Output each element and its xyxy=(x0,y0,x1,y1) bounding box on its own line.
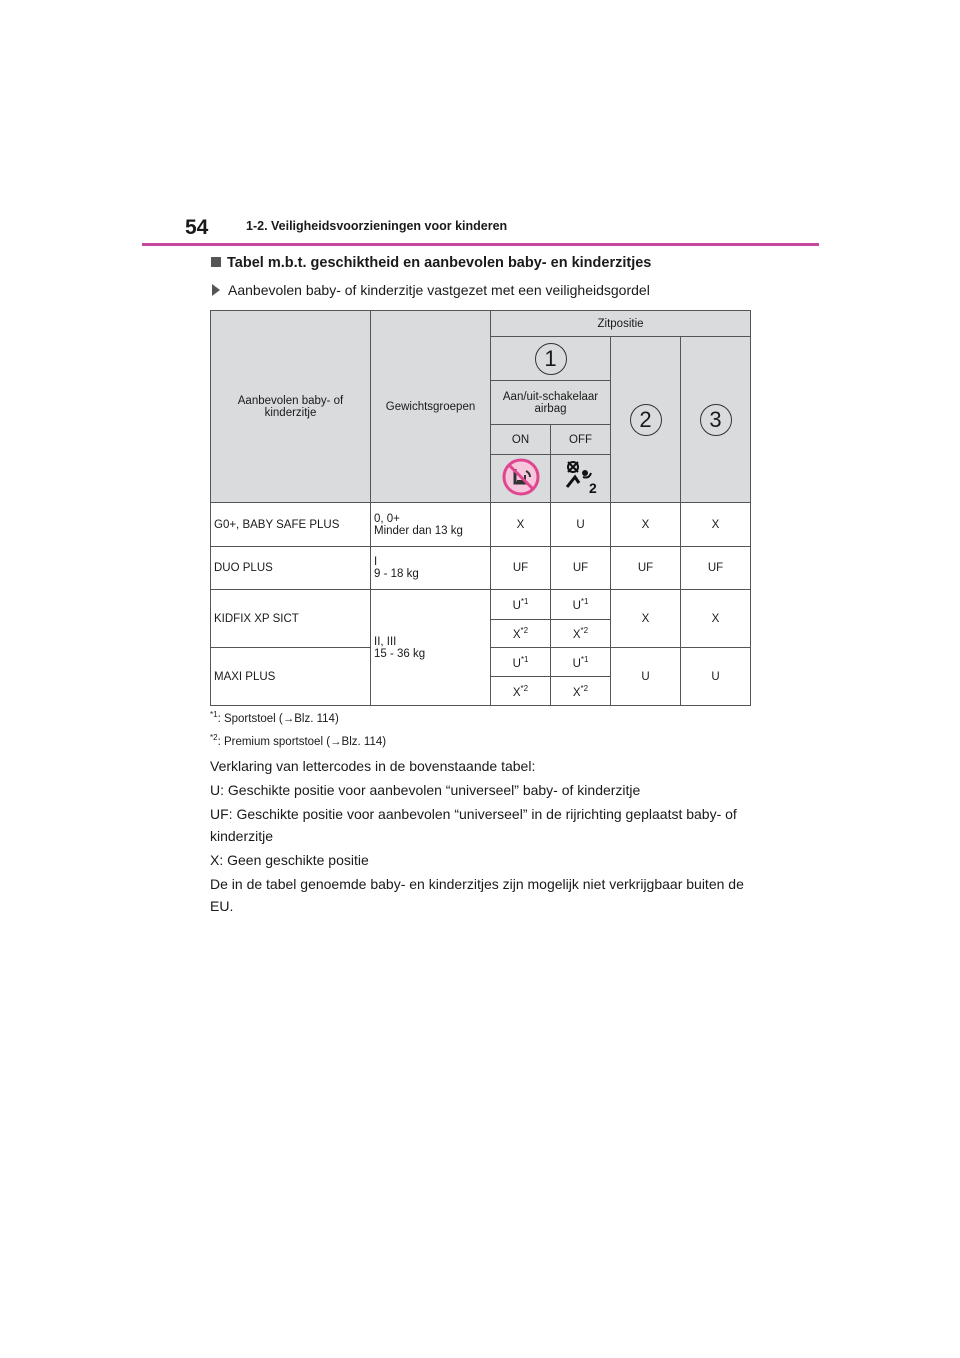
legend-x: X: Geen geschikte positie xyxy=(210,852,369,868)
footnote-mark: *1 xyxy=(520,597,529,607)
section-title: 1-2. Veiligheidsvoorzieningen voor kinderen xyxy=(246,219,508,233)
position-3-icon: 3 xyxy=(700,404,732,436)
cell-on xyxy=(491,620,551,648)
code: X xyxy=(572,686,581,699)
group-class: 0, 0+ xyxy=(374,512,400,525)
child-seat-table xyxy=(210,310,751,706)
seat-name: KIDFIX XP SICT xyxy=(211,590,371,648)
position-2-icon: 2 xyxy=(630,404,662,436)
weight-group xyxy=(371,590,491,706)
footnote-text: : Premium sportstoel (→Blz. 114) xyxy=(217,735,387,748)
cell-off: U xyxy=(551,503,611,547)
code: X xyxy=(572,628,581,641)
passenger-airbag-off-icon xyxy=(561,457,601,497)
legend-uf: UF: Geschikte positie voor aanbevolen “universeel” in de rijrichting geplaatst baby- of kinderzitje xyxy=(210,806,737,844)
code: U xyxy=(572,599,581,612)
sub-heading-text: Aanbevolen baby- of kinderzitje vastgezet met een veiligheidsgordel xyxy=(228,282,650,298)
cell-off xyxy=(551,590,611,620)
cell-on: UF xyxy=(491,547,551,590)
legend-u: U: Geschikte positie voor aanbevolen “universeel” baby- of kinderzitje xyxy=(210,782,641,798)
code: X xyxy=(512,686,521,699)
position-3-cell xyxy=(681,337,751,503)
footnote-mark: *2 xyxy=(520,626,529,636)
cell-off xyxy=(551,677,611,706)
position-1-cell xyxy=(491,337,611,381)
airbag-off-header: OFF xyxy=(551,425,611,455)
section-heading xyxy=(211,255,651,271)
cell-off xyxy=(551,648,611,677)
table-row xyxy=(211,590,751,620)
cell-on: X xyxy=(491,503,551,547)
square-bullet-icon xyxy=(211,257,221,267)
seat-name: MAXI PLUS xyxy=(211,648,371,706)
code: U xyxy=(512,657,521,670)
footnote-1 xyxy=(210,710,339,725)
sub-heading xyxy=(212,282,650,298)
footnote-mark: *1 xyxy=(580,654,589,664)
triangle-bullet-icon xyxy=(212,284,220,296)
footnote-mark: *2 xyxy=(520,683,529,693)
cell-on xyxy=(491,677,551,706)
svg-text:2: 2 xyxy=(588,480,597,496)
header-seat-position: Zitpositie xyxy=(491,311,751,337)
legend-intro: Verklaring van lettercodes in de bovenstaande tabel: xyxy=(210,758,536,774)
header-divider xyxy=(142,243,819,246)
seat-name: DUO PLUS xyxy=(211,547,371,590)
cell-position-2: U xyxy=(611,648,681,706)
footnote-mark: *2 xyxy=(580,683,589,693)
table-row xyxy=(211,503,751,547)
position-1-icon: 1 xyxy=(535,343,567,375)
code: U xyxy=(572,657,581,670)
cell-position-2: X xyxy=(611,503,681,547)
availability-note: De in de tabel genoemde baby- en kinderzitjes zijn mogelijk niet verkrijgbaar buiten de EU. xyxy=(210,876,744,914)
passenger-airbag-on-prohibited-icon xyxy=(501,457,541,497)
section-heading-text: Tabel m.b.t. geschiktheid en aanbevolen baby- en kinderzitjes xyxy=(227,255,652,271)
header-weight-groups: Gewichtsgroepen xyxy=(371,311,491,503)
weight-group xyxy=(371,503,491,547)
header-seat: Aanbevolen baby- of kinderzitje xyxy=(211,311,371,503)
cell-off xyxy=(551,620,611,648)
cell-off: UF xyxy=(551,547,611,590)
footnote-mark: *2 xyxy=(580,626,589,636)
code: X xyxy=(512,628,521,641)
footnote-mark: *1 xyxy=(580,597,589,607)
group-weight: 15 - 36 kg xyxy=(374,647,426,660)
group-class: II, III xyxy=(374,635,397,648)
cell-position-3: UF xyxy=(681,547,751,590)
airbag-switch-header: Aan/uit-schakelaar airbag xyxy=(491,381,611,425)
footnote-text: : Sportstoel (→Blz. 114) xyxy=(217,712,339,725)
cell-position-3: X xyxy=(681,503,751,547)
cell-position-2: UF xyxy=(611,547,681,590)
airbag-on-icon-cell xyxy=(491,455,551,503)
footnote-mark: *1 xyxy=(210,710,218,719)
group-weight: Minder dan 13 kg xyxy=(374,524,463,537)
airbag-on-header: ON xyxy=(491,425,551,455)
code: U xyxy=(512,599,521,612)
cell-position-2: X xyxy=(611,590,681,648)
weight-group xyxy=(371,547,491,590)
group-class: I xyxy=(374,556,378,568)
cell-on xyxy=(491,590,551,620)
footnote-mark: *2 xyxy=(210,733,218,742)
group-weight: 9 - 18 kg xyxy=(374,568,419,580)
position-2-cell xyxy=(611,337,681,503)
table-row xyxy=(211,547,751,590)
page-number: 54 xyxy=(185,216,209,239)
cell-position-3: X xyxy=(681,590,751,648)
cell-position-3: U xyxy=(681,648,751,706)
airbag-off-icon-cell xyxy=(551,455,611,503)
footnote-2 xyxy=(210,733,386,748)
footnote-mark: *1 xyxy=(520,654,529,664)
cell-on xyxy=(491,648,551,677)
seat-name: G0+, BABY SAFE PLUS xyxy=(211,503,371,547)
